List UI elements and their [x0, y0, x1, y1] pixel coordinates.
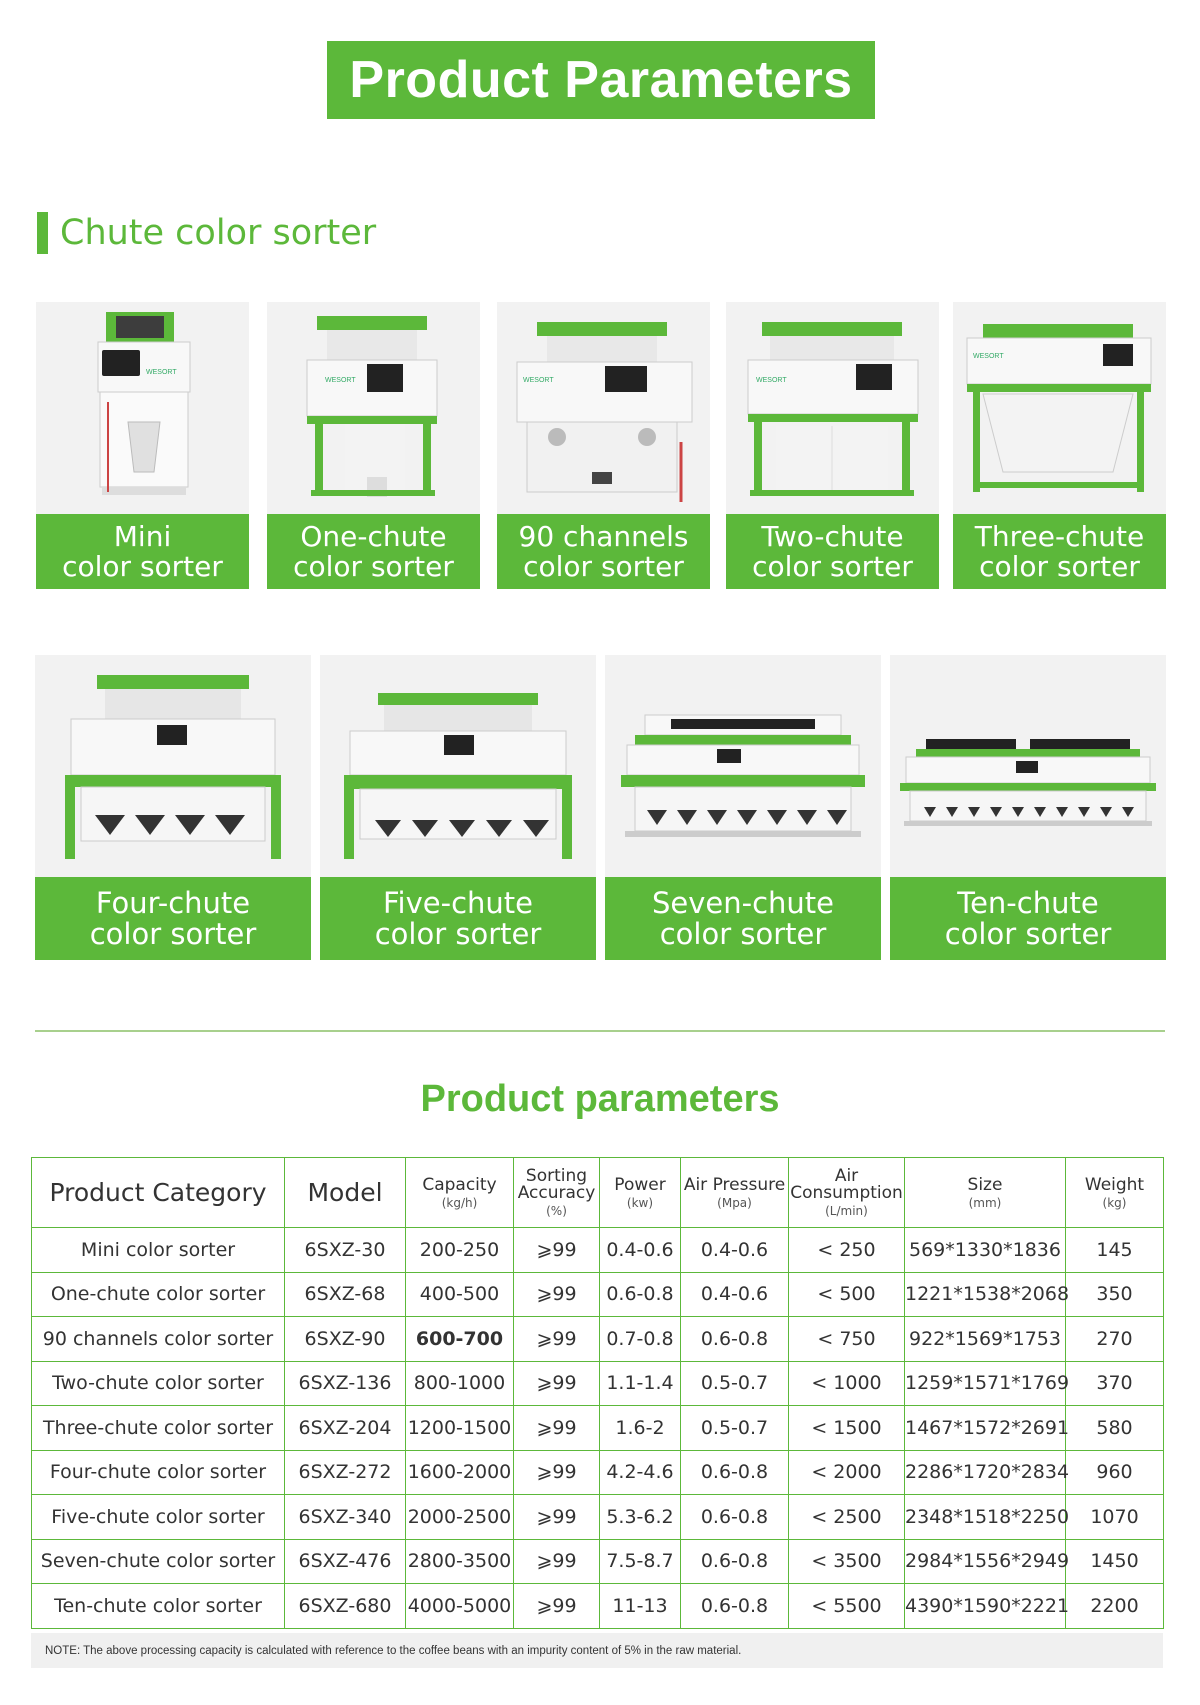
product-label-seven-chute: Seven-chute color sorter: [605, 877, 881, 960]
cell-air-pressure: 0.6-0.8: [681, 1495, 789, 1540]
product-image-three-chute: [953, 302, 1166, 514]
cell-air-pressure: 0.6-0.8: [681, 1317, 789, 1362]
table-row: [32, 1584, 1164, 1629]
cell-model: 6SXZ-68: [285, 1272, 406, 1317]
cell-model: 6SXZ-30: [285, 1228, 406, 1273]
section-divider: [35, 1030, 1165, 1032]
cell-model: 6SXZ-680: [285, 1584, 406, 1629]
section-heading: [37, 213, 376, 253]
cell-size: 2286*1720*2834: [905, 1450, 1066, 1495]
cell-capacity: 800-1000: [406, 1361, 514, 1406]
product-image-90-channels: [497, 302, 710, 514]
header-weight: Weight (kg): [1066, 1158, 1164, 1228]
product-image-mini: [36, 302, 249, 514]
cell-size: 2984*1556*2949: [905, 1539, 1066, 1584]
cell-power: 1.6-2: [600, 1406, 681, 1451]
product-card-five-chute[interactable]: [320, 655, 596, 960]
cell-air-consumption: < 2500: [789, 1495, 905, 1540]
cell-category: Mini color sorter: [32, 1228, 285, 1273]
cell-size: 1221*1538*2068: [905, 1272, 1066, 1317]
cell-accuracy: ⩾99: [514, 1495, 600, 1540]
cell-capacity: 2800-3500: [406, 1539, 514, 1584]
page-title: Product Parameters: [349, 51, 853, 109]
cell-weight: 2200: [1066, 1584, 1164, 1629]
cell-model: 6SXZ-272: [285, 1450, 406, 1495]
product-label-three-chute: Three-chute color sorter: [953, 514, 1166, 589]
header-product-category: Product Category: [32, 1158, 285, 1228]
page-title-banner: [327, 41, 875, 119]
product-card-three-chute[interactable]: [953, 302, 1166, 589]
cell-size: 4390*1590*2221: [905, 1584, 1066, 1629]
cell-air-pressure: 0.6-0.8: [681, 1539, 789, 1584]
table-row: [32, 1495, 1164, 1540]
table-row: [32, 1406, 1164, 1451]
cell-air-consumption: < 250: [789, 1228, 905, 1273]
cell-weight: 145: [1066, 1228, 1164, 1273]
cell-size: 1467*1572*2691: [905, 1406, 1066, 1451]
product-card-one-chute[interactable]: [267, 302, 480, 589]
cell-category: Two-chute color sorter: [32, 1361, 285, 1406]
cell-size: 1259*1571*1769: [905, 1361, 1066, 1406]
table-row: [32, 1272, 1164, 1317]
cell-weight: 370: [1066, 1361, 1164, 1406]
product-label-five-chute: Five-chute color sorter: [320, 877, 596, 960]
cell-weight: 580: [1066, 1406, 1164, 1451]
cell-size: 2348*1518*2250: [905, 1495, 1066, 1540]
cell-air-pressure: 0.5-0.7: [681, 1406, 789, 1451]
product-card-90-channels[interactable]: [497, 302, 710, 589]
cell-model: 6SXZ-90: [285, 1317, 406, 1362]
cell-air-pressure: 0.4-0.6: [681, 1228, 789, 1273]
svg-text:WESORT: WESORT: [756, 377, 787, 384]
cell-capacity: 400-500: [406, 1272, 514, 1317]
product-label-ten-chute: Ten-chute color sorter: [890, 877, 1166, 960]
cell-capacity: 4000-5000: [406, 1584, 514, 1629]
header-power: Power (kw): [600, 1158, 681, 1228]
cell-size: 569*1330*1836: [905, 1228, 1066, 1273]
cell-capacity: 2000-2500: [406, 1495, 514, 1540]
product-card-four-chute[interactable]: [35, 655, 311, 960]
cell-power: 1.1-1.4: [600, 1361, 681, 1406]
header-sorting-accuracy: Sorting Accuracy (%): [514, 1158, 600, 1228]
product-label-four-chute: Four-chute color sorter: [35, 877, 311, 960]
cell-category: Ten-chute color sorter: [32, 1584, 285, 1629]
cell-air-consumption: < 5500: [789, 1584, 905, 1629]
product-label-one-chute: One-chute color sorter: [267, 514, 480, 589]
cell-accuracy: ⩾99: [514, 1361, 600, 1406]
product-label-mini: Mini color sorter: [36, 514, 249, 589]
cell-accuracy: ⩾99: [514, 1272, 600, 1317]
cell-model: 6SXZ-136: [285, 1361, 406, 1406]
cell-weight: 350: [1066, 1272, 1164, 1317]
table-row: [32, 1317, 1164, 1362]
section-heading-bar: [37, 212, 48, 254]
cell-power: 4.2-4.6: [600, 1450, 681, 1495]
table-row: [32, 1450, 1164, 1495]
cell-accuracy: ⩾99: [514, 1317, 600, 1362]
header-model: Model: [285, 1158, 406, 1228]
cell-accuracy: ⩾99: [514, 1228, 600, 1273]
cell-air-consumption: < 2000: [789, 1450, 905, 1495]
product-card-mini[interactable]: [36, 302, 249, 589]
product-image-seven-chute: [605, 655, 881, 877]
product-card-two-chute[interactable]: [726, 302, 939, 589]
section-heading-text: Chute color sorter: [60, 213, 377, 253]
cell-power: 0.6-0.8: [600, 1272, 681, 1317]
cell-capacity: 600-700: [406, 1317, 514, 1362]
table-row: [32, 1361, 1164, 1406]
svg-text:WESORT: WESORT: [973, 353, 1004, 360]
cell-model: 6SXZ-204: [285, 1406, 406, 1451]
header-air-consumption: Air Consumption (L/min): [789, 1158, 905, 1228]
cell-capacity: 1200-1500: [406, 1406, 514, 1451]
cell-power: 5.3-6.2: [600, 1495, 681, 1540]
cell-accuracy: ⩾99: [514, 1406, 600, 1451]
cell-accuracy: ⩾99: [514, 1584, 600, 1629]
svg-text:WESORT: WESORT: [146, 369, 177, 376]
product-image-one-chute: [267, 302, 480, 514]
header-size: Size (mm): [905, 1158, 1066, 1228]
product-label-90-channels: 90 channels color sorter: [497, 514, 710, 589]
product-card-ten-chute[interactable]: [890, 655, 1166, 960]
product-card-seven-chute[interactable]: [605, 655, 881, 960]
cell-model: 6SXZ-476: [285, 1539, 406, 1584]
cell-air-consumption: < 3500: [789, 1539, 905, 1584]
cell-capacity: 200-250: [406, 1228, 514, 1273]
params-header-row: [32, 1158, 1164, 1228]
cell-power: 0.4-0.6: [600, 1228, 681, 1273]
params-table: [31, 1157, 1164, 1629]
cell-air-pressure: 0.5-0.7: [681, 1361, 789, 1406]
cell-air-consumption: < 500: [789, 1272, 905, 1317]
cell-power: 7.5-8.7: [600, 1539, 681, 1584]
cell-weight: 960: [1066, 1450, 1164, 1495]
product-image-two-chute: [726, 302, 939, 514]
cell-weight: 1070: [1066, 1495, 1164, 1540]
cell-weight: 1450: [1066, 1539, 1164, 1584]
cell-weight: 270: [1066, 1317, 1164, 1362]
cell-capacity: 1600-2000: [406, 1450, 514, 1495]
svg-text:WESORT: WESORT: [523, 377, 554, 384]
params-title: Product parameters: [420, 1078, 780, 1120]
cell-category: Three-chute color sorter: [32, 1406, 285, 1451]
product-image-four-chute: [35, 655, 311, 877]
product-image-ten-chute: [890, 655, 1166, 877]
cell-accuracy: ⩾99: [514, 1539, 600, 1584]
cell-category: 90 channels color sorter: [32, 1317, 285, 1362]
cell-air-consumption: < 1500: [789, 1406, 905, 1451]
svg-text:WESORT: WESORT: [325, 377, 356, 384]
table-row: [32, 1539, 1164, 1584]
cell-category: One-chute color sorter: [32, 1272, 285, 1317]
cell-category: Five-chute color sorter: [32, 1495, 285, 1540]
cell-air-consumption: < 1000: [789, 1361, 905, 1406]
product-image-five-chute: [320, 655, 596, 877]
cell-air-pressure: 0.6-0.8: [681, 1584, 789, 1629]
cell-size: 922*1569*1753: [905, 1317, 1066, 1362]
cell-accuracy: ⩾99: [514, 1450, 600, 1495]
cell-air-pressure: 0.4-0.6: [681, 1272, 789, 1317]
cell-category: Seven-chute color sorter: [32, 1539, 285, 1584]
cell-air-pressure: 0.6-0.8: [681, 1450, 789, 1495]
header-capacity: Capacity (kg/h): [406, 1158, 514, 1228]
header-air-pressure: Air Pressure (Mpa): [681, 1158, 789, 1228]
product-label-two-chute: Two-chute color sorter: [726, 514, 939, 589]
cell-air-consumption: < 750: [789, 1317, 905, 1362]
cell-category: Four-chute color sorter: [32, 1450, 285, 1495]
cell-model: 6SXZ-340: [285, 1495, 406, 1540]
cell-power: 11-13: [600, 1584, 681, 1629]
table-note: NOTE: The above processing capacity is calculated with reference to the coffee beans with an impurity content of 5% in the raw material.: [31, 1633, 1163, 1668]
table-row: [32, 1228, 1164, 1273]
cell-power: 0.7-0.8: [600, 1317, 681, 1362]
